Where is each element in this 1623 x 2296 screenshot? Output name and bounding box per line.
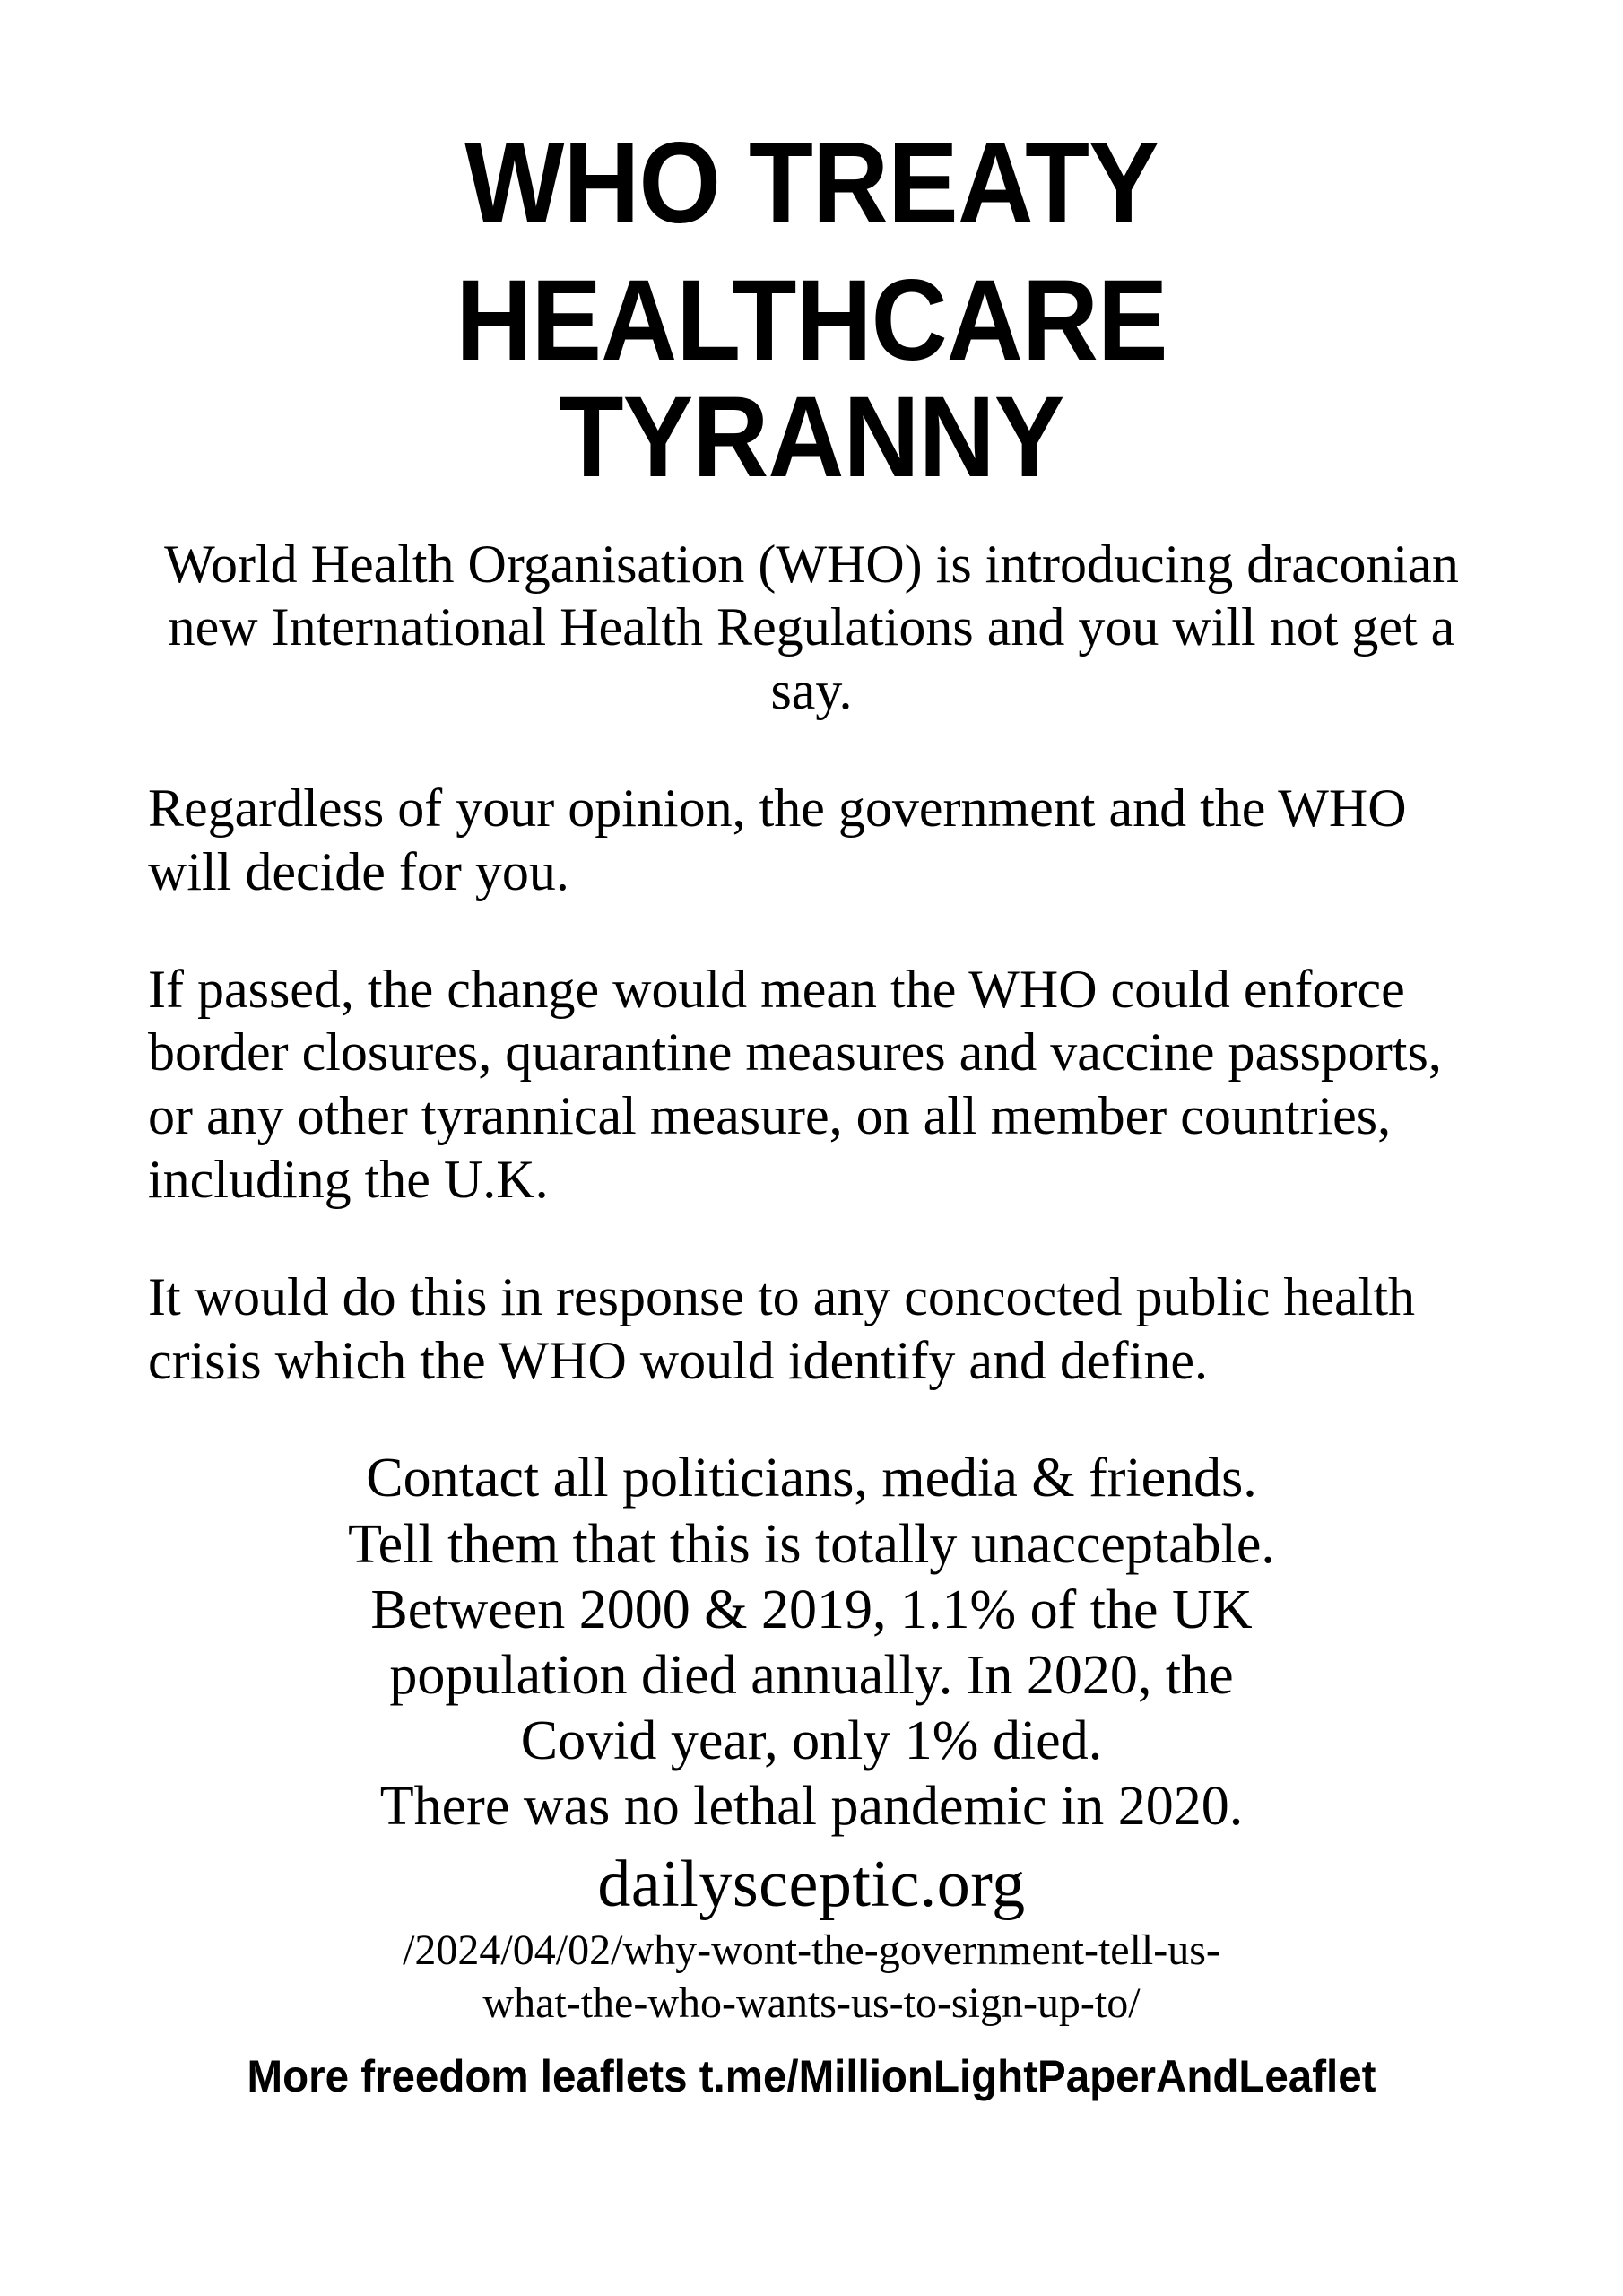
cta-line-3: Between 2000 & 2019, 1.1% of the UK <box>370 1578 1253 1640</box>
cta-line-2: Tell them that this is totally unacceptable. <box>348 1513 1275 1575</box>
source-domain: dailysceptic.org <box>597 1848 1026 1922</box>
cta-line-4: population died annually. In 2020, the <box>389 1644 1234 1706</box>
footer-telegram-link: More freedom leaflets t.me/MillionLightPaperAndLeaflet <box>247 2051 1376 2102</box>
source-path-line-2: what-the-who-wants-us-to-sign-up-to/ <box>482 1979 1141 2028</box>
page-title <box>148 119 1475 502</box>
body-paragraph-4: It would do this in response to any concocted public health crisis which the WHO would identify and define. <box>148 1266 1416 1390</box>
call-to-action-block <box>148 1446 1475 1839</box>
source-path-line-1: /2024/04/02/why-wont-the-government-tell-us- <box>403 1926 1220 1974</box>
cta-line-6: There was no lethal pandemic in 2020. <box>379 1776 1244 1838</box>
cta-line-1: Contact all politicians, media & friends. <box>366 1448 1257 1509</box>
cta-line-5: Covid year, only 1% died. <box>520 1710 1103 1772</box>
headline-line-1: WHO TREATY <box>464 119 1159 248</box>
body-paragraph-2: Regardless of your opinion, the government and the WHO will decide for you. <box>148 778 1407 901</box>
headline-line-2: HEALTHCARE TYRANNY <box>456 256 1167 502</box>
source-reference <box>148 1848 1475 2029</box>
lead-paragraph: World Health Organisation (WHO) is introducing draconian new International Health Regulations and you will not get a say. <box>164 534 1459 721</box>
body-paragraph-3: If passed, the change would mean the WHO could enforce border closures, quarantine measures and vaccine passports, or any other tyrannical measure, on all member countries, including the U.K. <box>148 959 1442 1210</box>
